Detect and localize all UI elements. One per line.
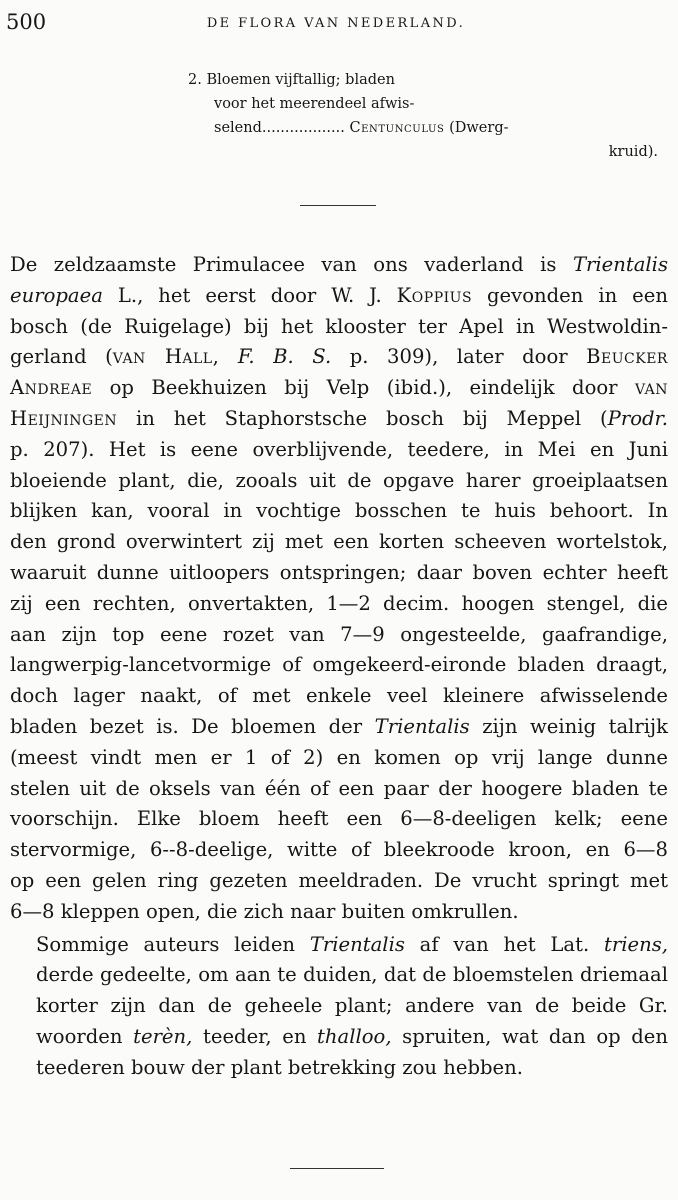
text-span: gevonden in een <box>472 283 668 307</box>
greek-word: terèn, <box>133 1024 193 1048</box>
text-line: waaruit dunne uitloopers ontspringen; daar boven echter heeft <box>10 560 668 584</box>
text-line <box>10 404 668 435</box>
common-name: (Dwerg- <box>449 120 509 136</box>
text-span: p. 309), later door <box>331 345 587 369</box>
taxon-name: europaea <box>10 283 103 307</box>
text-line: stelen uit de oksels van één of een paar der hoogere bladen te <box>10 776 668 800</box>
identification-key <box>188 68 658 164</box>
text-line: blijken kan, vooral in vochtige bosschen te huis behoort. In <box>10 499 668 523</box>
text-line <box>10 373 668 404</box>
latin-word: triens, <box>603 932 668 956</box>
text-span: spruiten, wat dan op den <box>391 1024 669 1048</box>
person-name: van Hall, <box>112 345 220 369</box>
person-name: Heijningen <box>10 406 118 430</box>
text-span: bladen bezet is. De bloemen der <box>10 714 375 738</box>
text-line <box>10 930 668 961</box>
genus-name: Centunculus <box>349 120 445 136</box>
text-line: teederen bouw der plant betrekking zou hebben. <box>36 1055 524 1079</box>
text-span: L., het eerst door W. J. <box>102 283 397 307</box>
text-span: zijn weinig talrijk <box>469 714 669 738</box>
section-divider <box>290 1168 384 1169</box>
text-line: aan zijn top eene rozet van 7—9 ongesteelde, gaafrandige, <box>10 622 668 646</box>
paragraph <box>10 250 668 928</box>
key-line: 2. Bloemen vijftallig; bladen <box>188 72 395 88</box>
person-name: Beucker <box>586 345 668 369</box>
page-number: 500 <box>6 10 47 34</box>
text-line: bosch (de Ruigelage) bij het klooster ter Apel in Westwoldin- <box>10 314 668 338</box>
text-line: den grond overwintert zij met een korten scheeven wortelstok, <box>10 530 668 554</box>
text-line <box>10 342 668 373</box>
key-line <box>188 116 658 140</box>
taxon-name: Trientalis <box>309 932 405 956</box>
text-line: p. 207). Het is eene overblijvende, teedere, in Mei en Juni <box>10 437 668 461</box>
text-line <box>10 1022 668 1053</box>
key-line: voor het meerendeel afwis- <box>214 96 415 112</box>
text-span: De zeldzaamste Primulacee van ons vaderland is <box>10 253 573 276</box>
body-text <box>10 250 668 1084</box>
text-line <box>10 250 668 281</box>
taxon-name: Trientalis <box>572 253 668 276</box>
taxon-name: Trientalis <box>374 714 470 738</box>
text-span: Sommige auteurs leiden <box>36 932 310 956</box>
text-line: korter zijn dan de geheele plant; andere van de beide Gr. <box>36 994 668 1018</box>
citation: Prodr. <box>607 406 668 430</box>
text-line: bloeiende plant, die, zooals uit de opgave harer groeiplaatsen <box>10 468 668 492</box>
text-span: woorden <box>36 1024 134 1048</box>
text-line: (meest vindt men er 1 of 2) en komen op vrij lange dunne <box>10 745 668 769</box>
greek-word: thalloo, <box>317 1024 392 1048</box>
text-line <box>10 712 668 743</box>
text-span: teeder, en <box>192 1024 318 1048</box>
text-line: derde gedeelte, om aan te duiden, dat de bloemstelen driemaal <box>36 963 668 987</box>
text-line: 6—8 kleppen open, die zich naar buiten omkrullen. <box>10 899 519 923</box>
text-line: zij een rechten, onvertakten, 1—2 decim. hoogen stengel, die <box>10 591 668 615</box>
page-header <box>6 10 666 34</box>
text-span: af van het Lat. <box>404 932 604 956</box>
text-line <box>10 281 668 312</box>
person-name: Koppius <box>396 283 473 307</box>
text-line: op een gelen ring gezeten meeldraden. De vrucht springt met <box>10 868 668 892</box>
text-line: voorschijn. Elke bloem heeft een 6—8-deeligen kelk; eene <box>10 807 668 831</box>
text-line: doch lager naakt, of met enkele veel kleinere afwisselende <box>10 684 668 708</box>
running-title: DE FLORA VAN NEDERLAND. <box>206 16 466 31</box>
text-line: stervormige, 6--8-deelige, witte of bleekroode kroon, en 6—8 <box>10 838 668 862</box>
key-leader-dots: .................. <box>261 120 345 136</box>
text-span: gerland ( <box>10 345 113 369</box>
text-span: in het Staphorstsche bosch bij Meppel ( <box>117 406 608 430</box>
person-name: Andreae <box>10 376 93 400</box>
text-line: langwerpig-lancetvormige of omgekeerd-eironde bladen draagt, <box>10 653 668 677</box>
citation: F. B. S. <box>219 345 332 369</box>
paragraph <box>10 930 668 1084</box>
key-line: kruid). <box>608 144 658 160</box>
section-divider <box>300 205 376 206</box>
text-span: op Beekhuizen bij Velp (ibid.), eindelijk door <box>92 376 635 400</box>
key-text: selend <box>214 120 262 136</box>
person-name: van <box>634 376 668 400</box>
